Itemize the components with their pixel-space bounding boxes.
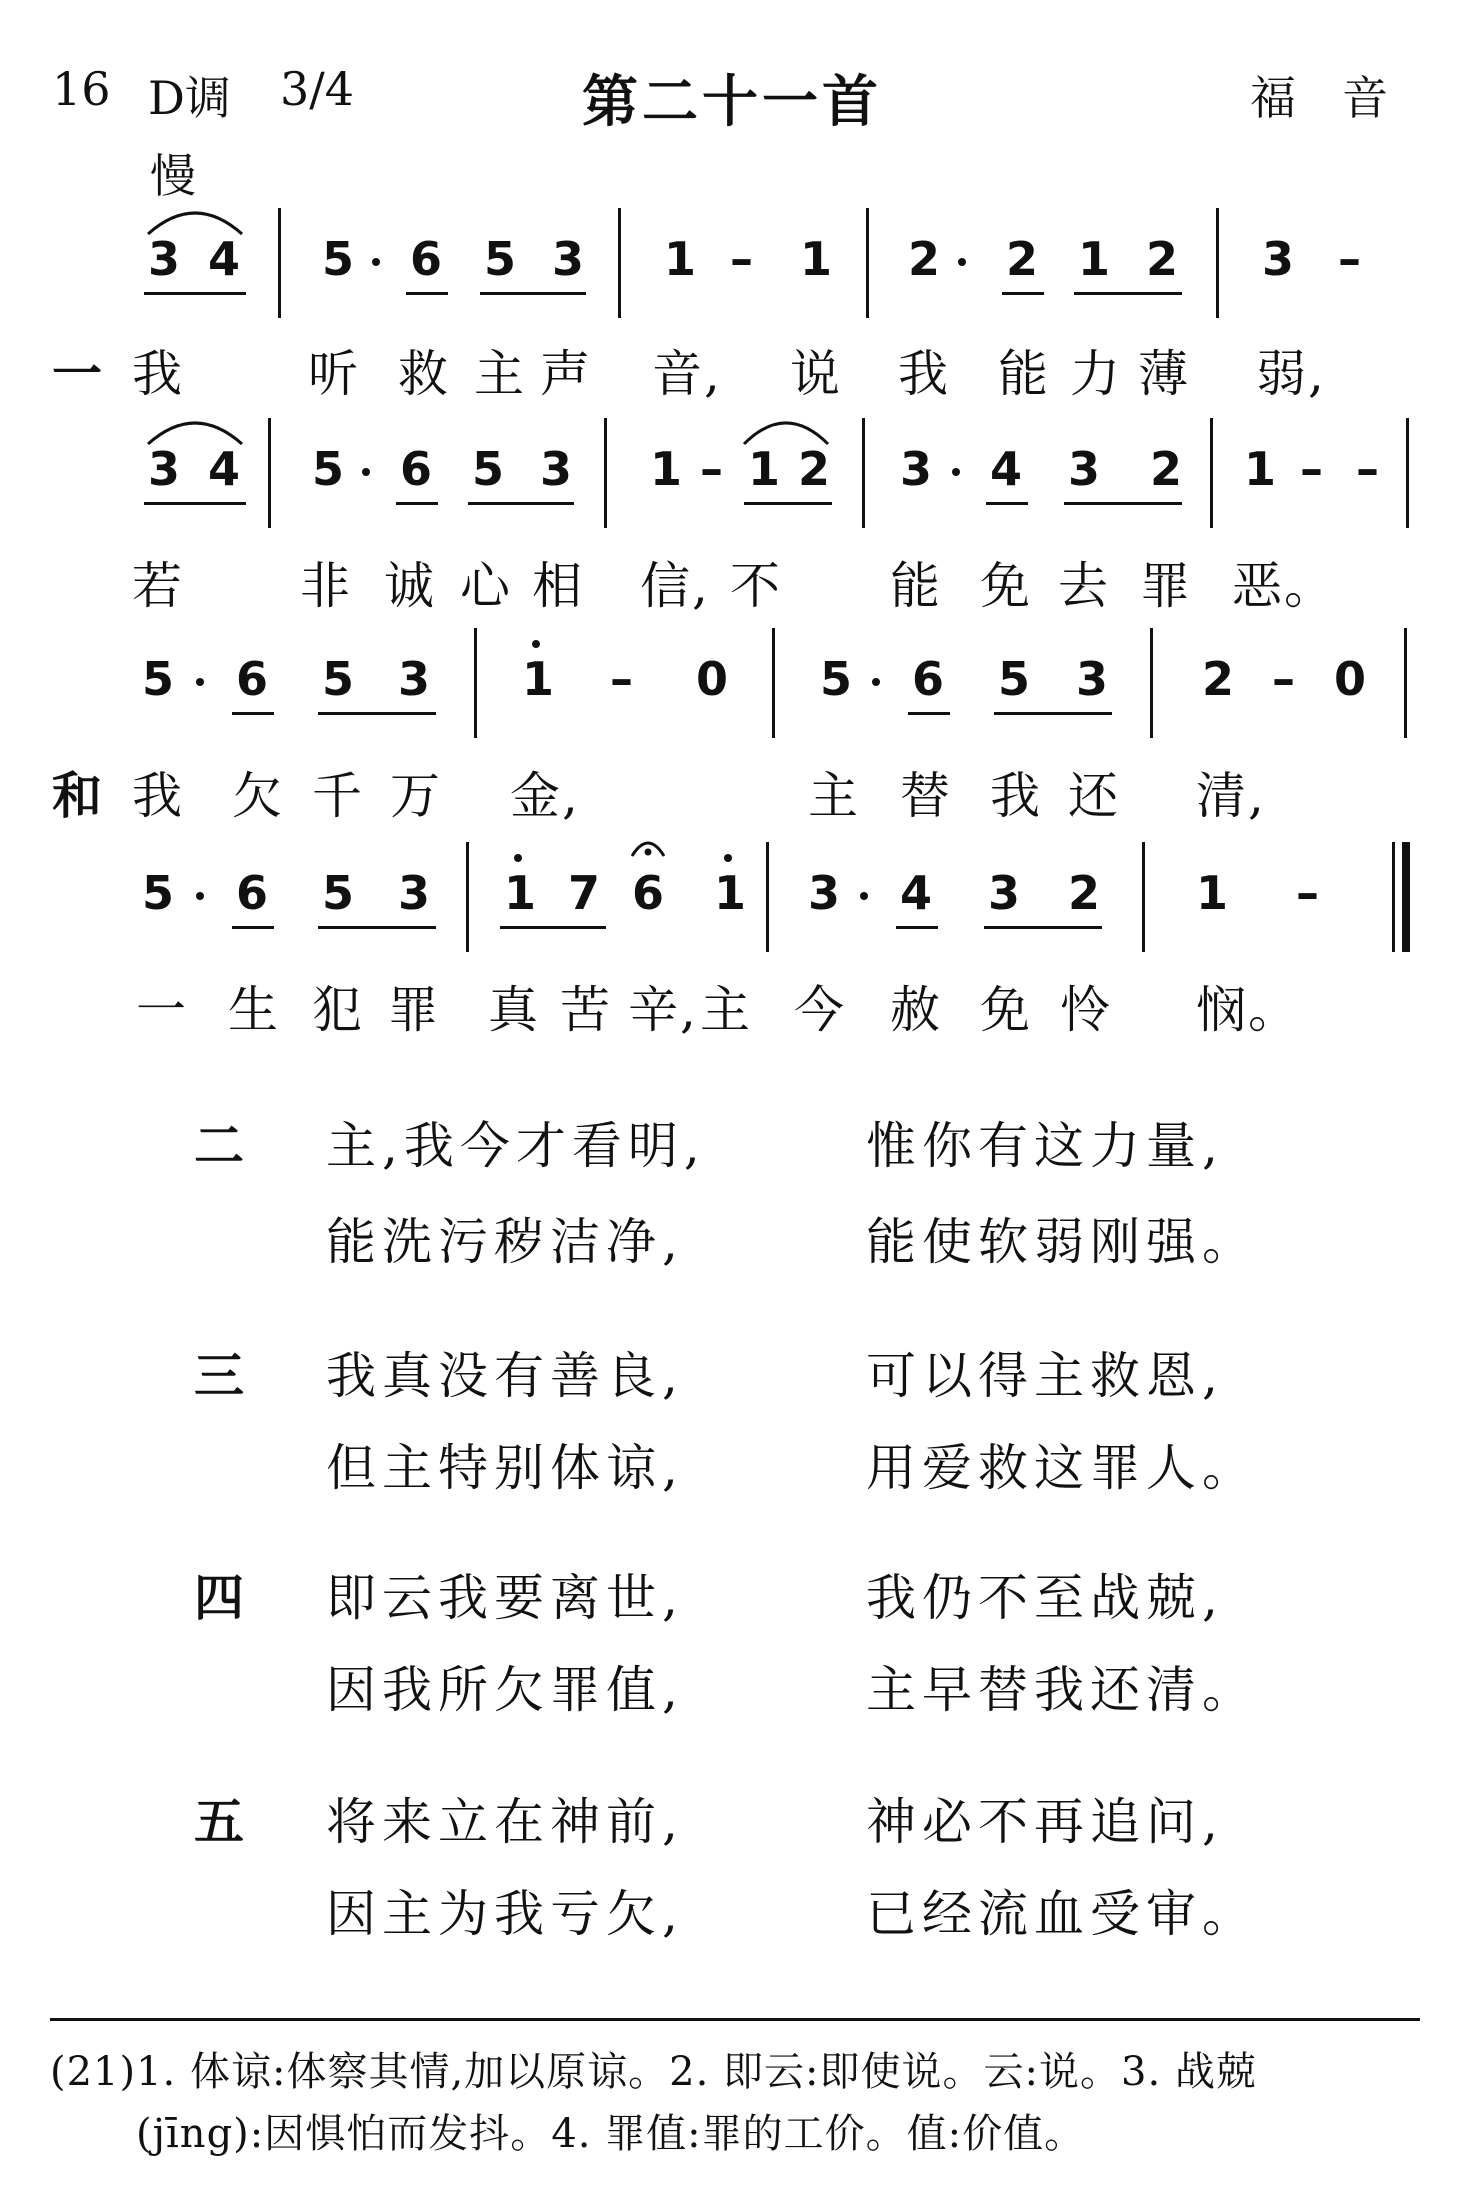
lyric: 我 [990, 767, 1042, 825]
lyric: 赦 [890, 981, 942, 1039]
verse-label: 三 [194, 1346, 244, 1405]
verse-line: 神必不再追问, [866, 1793, 1224, 1851]
barline [1216, 208, 1219, 318]
lyric: 力 [1070, 345, 1122, 403]
dot [952, 468, 960, 476]
lyric: 弱, [1256, 345, 1326, 403]
note: 1 [714, 866, 747, 920]
note: 6 [632, 866, 665, 920]
note: 1 [1078, 232, 1111, 286]
dot [362, 468, 370, 476]
note: 5 [322, 866, 355, 920]
dash: – [1272, 652, 1295, 706]
lyric: 千 [312, 767, 364, 825]
lyric: 相 [532, 557, 584, 615]
barline [866, 208, 869, 318]
underline [1002, 292, 1044, 295]
lyric: 真 [488, 981, 540, 1039]
dash: – [610, 652, 633, 706]
lyric: 辛, [628, 981, 698, 1039]
barline [862, 418, 865, 528]
note: 4 [208, 442, 241, 496]
verse-label: 五 [194, 1792, 244, 1851]
dot [372, 258, 380, 266]
barline [1142, 842, 1145, 952]
dash: – [1300, 442, 1323, 496]
underline [144, 502, 246, 505]
lyric: 说 [790, 345, 842, 403]
underline [984, 926, 1102, 929]
note: 3 [148, 232, 181, 286]
verse-line: 可以得主救恩, [866, 1347, 1224, 1405]
note: 5 [484, 232, 517, 286]
lyric: 声 [540, 345, 592, 403]
underline [144, 292, 246, 295]
lyric: 免 [980, 981, 1032, 1039]
note: 3 [1068, 442, 1101, 496]
dot [196, 678, 204, 686]
lyric: 不 [730, 557, 782, 615]
note: 1 [504, 866, 537, 920]
note: 1 [1196, 866, 1229, 920]
note: 2 [1150, 442, 1183, 496]
key-signature: D调 [148, 71, 231, 125]
lyric: 我 [132, 345, 184, 403]
high-octave-dot [514, 854, 522, 862]
verse-line: 惟你有这力量, [866, 1117, 1224, 1175]
lyric: 薄 [1138, 345, 1190, 403]
underline [480, 292, 586, 295]
note: 4 [208, 232, 241, 286]
verse-line: 但主特别体谅, [326, 1439, 684, 1497]
note: 3 [900, 442, 933, 496]
verse-line: 主早替我还清。 [866, 1661, 1258, 1719]
barline [766, 842, 769, 952]
hymn-title: 第二十一首 [582, 69, 882, 135]
lyric: 非 [300, 557, 352, 615]
footnote-line-1: (21)1. 体谅:体察其情,加以原谅。2. 即云:即使说。云:说。3. 战兢 [50, 2049, 1257, 2095]
lyric: 万 [390, 767, 442, 825]
note: 3 [988, 866, 1021, 920]
note: 5 [312, 442, 345, 496]
note: 3 [398, 866, 431, 920]
underline [468, 502, 574, 505]
verse-label: 四 [194, 1568, 244, 1627]
lyric: 主 [474, 345, 526, 403]
rest: 0 [696, 652, 729, 706]
time-signature: 3/4 [280, 62, 355, 116]
barline [1210, 418, 1213, 528]
note: 5 [472, 442, 505, 496]
barline [1406, 418, 1409, 528]
note: 3 [808, 866, 841, 920]
underline [232, 926, 274, 929]
dot [872, 678, 880, 686]
note: 3 [540, 442, 573, 496]
lyric: 恶。 [1232, 557, 1336, 615]
lyric: 怜 [1060, 981, 1112, 1039]
lyric: 金, [510, 767, 580, 825]
lyric: 替 [900, 767, 952, 825]
lyric: 还 [1068, 767, 1120, 825]
underline [406, 292, 448, 295]
lyric: 能 [998, 345, 1050, 403]
note: 6 [236, 652, 269, 706]
barline [604, 418, 607, 528]
dot [196, 892, 204, 900]
dash: – [1338, 232, 1361, 286]
verse-line: 主,我今才看明, [326, 1117, 706, 1175]
note: 2 [1068, 866, 1101, 920]
lyric: 去 [1058, 557, 1110, 615]
lyric: 犯 [312, 981, 364, 1039]
barline [1150, 628, 1153, 738]
lyric: 心 [460, 557, 512, 615]
underline [318, 926, 436, 929]
underline [908, 712, 950, 715]
verse-line: 因主为我亏欠, [326, 1885, 684, 1943]
lyric: 音, [652, 345, 722, 403]
underline [500, 926, 606, 929]
lyric: 能 [890, 557, 942, 615]
note: 1 [1244, 442, 1277, 496]
high-octave-dot [724, 854, 732, 862]
note: 3 [148, 442, 181, 496]
verse-line: 将来立在神前, [326, 1793, 684, 1851]
verse-line: 因我所欠罪值, [326, 1661, 684, 1719]
note: 5 [142, 652, 175, 706]
lyric: 听 [308, 345, 360, 403]
verse-line: 已经流血受审。 [866, 1885, 1258, 1943]
note: 2 [798, 442, 831, 496]
note: 5 [142, 866, 175, 920]
verse-line: 我真没有善良, [326, 1347, 684, 1405]
barline [278, 208, 281, 318]
dash: – [1356, 442, 1379, 496]
footnote-line-2: (jīng):因惧怕而发抖。4. 罪值:罪的工价。值:价值。 [136, 2111, 1086, 2157]
lyric: 悯。 [1196, 981, 1300, 1039]
note: 5 [322, 652, 355, 706]
lyric: 罪 [1140, 557, 1192, 615]
verse-line: 我仍不至战兢, [866, 1569, 1224, 1627]
barline [1404, 628, 1407, 738]
lyric: 苦 [560, 981, 612, 1039]
chorus-label: 和 [52, 766, 104, 825]
note: 3 [552, 232, 585, 286]
note: 2 [1202, 652, 1235, 706]
lyric: 免 [980, 557, 1032, 615]
rest: 0 [1334, 652, 1367, 706]
footnote-divider [50, 2018, 1420, 2021]
note: 3 [398, 652, 431, 706]
final-barline-thick [1402, 842, 1410, 952]
note: 5 [820, 652, 853, 706]
note: 4 [900, 866, 933, 920]
verse-label: 一 [52, 344, 104, 403]
note: 1 [522, 652, 555, 706]
underline [896, 926, 938, 929]
note: 4 [990, 442, 1023, 496]
note: 1 [748, 442, 781, 496]
underline [318, 712, 436, 715]
final-barline-thin [1392, 842, 1395, 952]
lyric: 我 [898, 345, 950, 403]
underline [744, 502, 832, 505]
lyric: 清, [1196, 767, 1266, 825]
note: 5 [998, 652, 1031, 706]
verse-line: 用爱救这罪人。 [866, 1439, 1258, 1497]
barline [618, 208, 621, 318]
lyric: 我 [132, 767, 184, 825]
note: 5 [322, 232, 355, 286]
lyric: 若 [132, 557, 184, 615]
underline [232, 712, 274, 715]
note: 1 [650, 442, 683, 496]
note: 6 [410, 232, 443, 286]
note: 3 [1076, 652, 1109, 706]
fermata-icon [628, 834, 668, 860]
lyric: 主 [700, 981, 752, 1039]
verse-line: 能使软弱刚强。 [866, 1213, 1258, 1271]
dash: – [1296, 866, 1319, 920]
underline [1074, 292, 1182, 295]
verse-line: 即云我要离世, [326, 1569, 684, 1627]
lyric: 欠 [232, 767, 284, 825]
lyric: 救 [398, 345, 450, 403]
dot [860, 892, 868, 900]
verse-label: 二 [194, 1116, 244, 1175]
lyric: 主 [808, 767, 860, 825]
barline [466, 842, 469, 952]
dot [958, 258, 966, 266]
barline [772, 628, 775, 738]
note: 6 [400, 442, 433, 496]
note: 6 [236, 866, 269, 920]
note: 3 [1262, 232, 1295, 286]
high-octave-dot [532, 640, 540, 648]
lyric: 生 [228, 981, 280, 1039]
note: 2 [1146, 232, 1179, 286]
note: 7 [568, 866, 601, 920]
underline [1064, 502, 1182, 505]
lyric: 诚 [384, 557, 436, 615]
page-number: 16 [52, 62, 111, 116]
lyric: 一 [136, 981, 188, 1039]
barline [474, 628, 477, 738]
dash: – [700, 442, 723, 496]
barline [268, 418, 271, 528]
verse-line: 能洗污秽洁净, [326, 1213, 684, 1271]
hymn-source: 福 音 [1250, 71, 1388, 125]
tempo-marking: 慢 [150, 149, 196, 203]
note: 1 [664, 232, 697, 286]
lyric: 信, [640, 557, 710, 615]
underline [396, 502, 438, 505]
dash: – [730, 232, 753, 286]
underline [994, 712, 1112, 715]
underline [986, 502, 1028, 505]
lyric: 今 [794, 981, 846, 1039]
note: 1 [800, 232, 833, 286]
lyric: 罪 [388, 981, 440, 1039]
note: 2 [908, 232, 941, 286]
note: 6 [912, 652, 945, 706]
note: 2 [1006, 232, 1039, 286]
